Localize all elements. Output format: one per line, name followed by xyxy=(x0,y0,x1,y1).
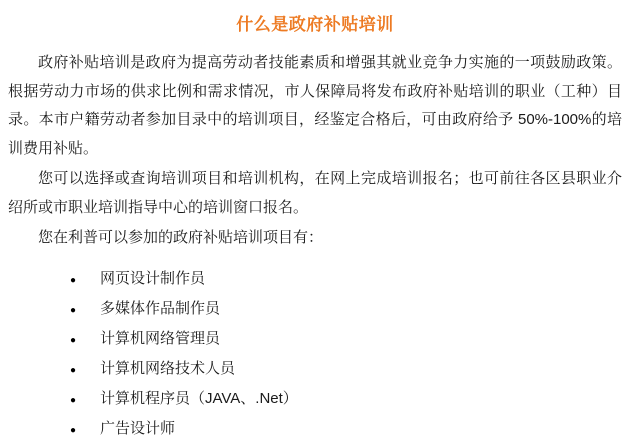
list-item xyxy=(70,355,622,385)
list-item-label: 网页设计制作员 xyxy=(100,269,206,287)
list-item xyxy=(70,415,622,445)
paragraph-list-intro: 您在利普可以参加的政府补贴培训项目有： xyxy=(38,229,324,246)
bullet-icon: ● xyxy=(70,364,77,376)
page-title: 什么是政府补贴培训 xyxy=(236,15,394,34)
list-item xyxy=(70,295,622,325)
bullet-icon: ● xyxy=(70,304,77,316)
bullet-icon: ● xyxy=(70,274,77,286)
list-item-label: 计算机网络技术人员 xyxy=(100,359,236,377)
list-item-label: 多媒体作品制作员 xyxy=(100,299,221,317)
list-item-label: 计算机程序员（JAVA、.Net） xyxy=(100,389,298,407)
bullet-icon: ● xyxy=(70,394,77,406)
list-item xyxy=(70,265,622,295)
bullet-icon: ● xyxy=(70,424,77,436)
paragraph-signup-methods: 您可以选择或查询培训项目和培训机构，在网上完成培训报名；也可前往各区县职业介绍所或市职业培训指导中心的培训窗口报名。 xyxy=(8,170,622,216)
list-item-label: 计算机网络管理员 xyxy=(100,329,221,347)
list-item xyxy=(70,385,622,415)
training-program-list xyxy=(8,265,622,445)
paragraph-policy-intro: 政府补贴培训是政府为提高劳动者技能素质和增强其就业竞争力实施的一项鼓励政策。根据劳动力市场的供求比例和需求情况，市人保障局将发布政府补贴培训的职业（工种）目录。本市户籍劳动者参加目录中的培训项目，经鉴定合格后，可由政府给予 50%-100%的培训费用补贴。 xyxy=(8,54,622,157)
list-item-label: 广告设计师 xyxy=(100,419,176,437)
bullet-icon: ● xyxy=(70,334,77,346)
list-item xyxy=(70,325,622,355)
